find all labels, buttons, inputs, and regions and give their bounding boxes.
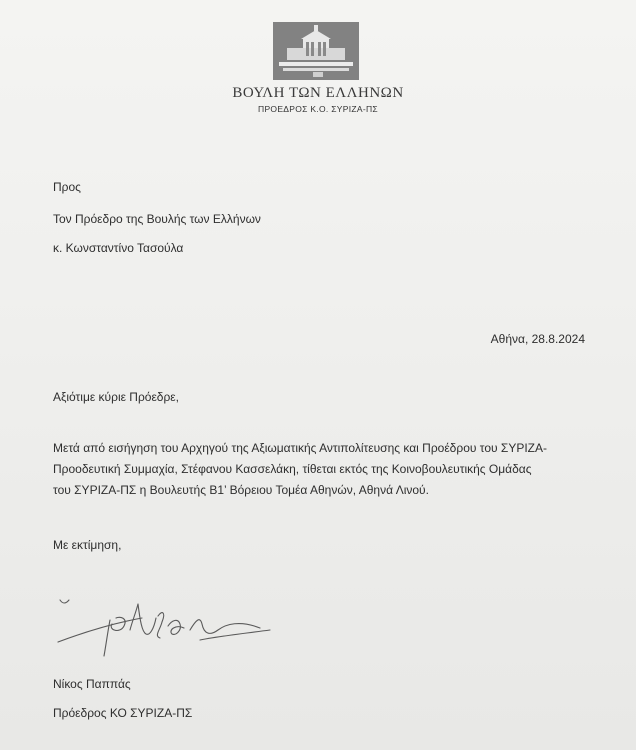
- parliament-building-icon: [273, 22, 359, 80]
- closing: Με εκτίμηση,: [53, 538, 122, 552]
- signer-name: Νίκος Παππάς: [53, 677, 131, 691]
- signer-title: Πρόεδρος ΚΟ ΣΥΡΙΖΑ-ΠΣ: [53, 706, 193, 720]
- organization-subtitle: ΠΡΟΕΔΡΟΣ Κ.Ο. ΣΥΡΙΖΑ-ΠΣ: [258, 104, 378, 114]
- recipient-to-label: Προς: [53, 180, 81, 194]
- letter-date: Αθήνα, 28.8.2024: [490, 332, 585, 346]
- handwritten-signature-icon: [50, 590, 280, 670]
- letter-body: [53, 438, 598, 501]
- body-line: του ΣΥΡΙΖΑ-ΠΣ η Βουλευτής Β1’ Βόρειου Τομέα Αθηνών, Αθηνά Λινού.: [53, 483, 429, 497]
- body-line: Μετά από εισήγηση του Αρχηγού της Αξιωματικής Αντιπολίτευσης και Προέδρου του ΣΥΡΙΖΑ-: [53, 441, 547, 455]
- recipient-line-1: Τον Πρόεδρο της Βουλής των Ελλήνων: [53, 212, 261, 226]
- salutation: Αξιότιμε κύριε Πρόεδρε,: [53, 390, 179, 404]
- recipient-line-2: κ. Κωνσταντίνο Τασούλα: [53, 241, 184, 255]
- body-line: Προοδευτική Συμμαχία, Στέφανου Κασσελάκη, τίθεται εκτός της Κοινοβουλευτικής Ομάδας: [53, 462, 532, 476]
- organization-name: ΒΟΥΛΗ ΤΩΝ ΕΛΛΗΝΩΝ: [232, 85, 404, 101]
